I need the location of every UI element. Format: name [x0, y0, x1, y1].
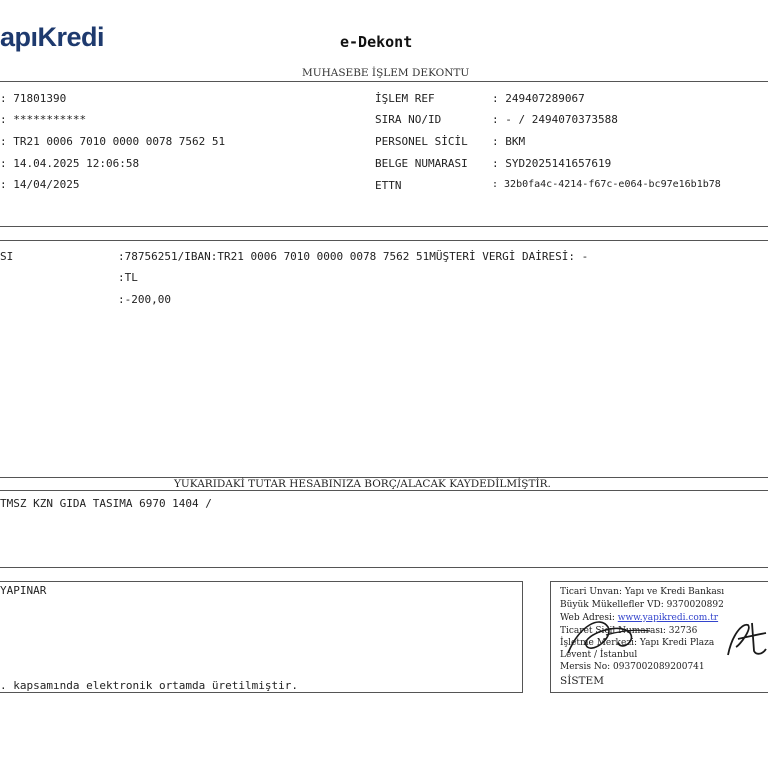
web-label: Web Adresi: [560, 613, 618, 623]
field-value-datetime: : 14.04.2025 12:06:58 [0, 157, 140, 170]
transaction-description: TMSZ KZN GIDA TASIMA 6970 1404 / [0, 497, 212, 510]
bank-info-trade-name: Ticari Unvan: Yapı ve Kredi Bankası [560, 587, 725, 597]
transaction-detail-box [0, 240, 768, 478]
value-ettn: : 32b0fa4c-4214-f67c-e064-bc97e16b1b78 [492, 179, 721, 190]
detail-label-fragment: SI [0, 250, 14, 263]
bank-logo: apıKredi [0, 22, 105, 52]
detail-amount-line: :-200,00 [118, 293, 171, 306]
bank-info-mersis: Mersis No: 0937002089200741 [560, 662, 705, 672]
field-value-masked: : *********** [0, 113, 87, 126]
value-sira-no: : - / 2494070373588 [492, 113, 618, 126]
label-islem-ref: İŞLEM REF [375, 92, 435, 105]
bank-info-trade-registry: Ticaret Sicil Numarası: 32736 [560, 626, 698, 636]
detail-account-line: :78756251/IBAN:TR21 0006 7010 0000 0078 7562 51MÜŞTERİ VERGİ DAİRESİ: - [118, 250, 589, 263]
document-subtitle: MUHASEBE İŞLEM DEKONTU [302, 67, 470, 79]
label-ettn: ETTN [375, 179, 402, 192]
label-personel-sicil: PERSONEL SİCİL [375, 135, 468, 148]
field-value-customer-no: : 71801390 [0, 92, 67, 105]
bank-info-tax-office: Büyük Mükellefler VD: 9370020892 [560, 600, 724, 610]
bank-info-system: SİSTEM [560, 675, 604, 687]
value-personel-sicil: : BKM [492, 135, 526, 148]
detail-currency-line: :TL [118, 271, 138, 284]
bank-info-web [560, 613, 718, 623]
value-islem-ref: : 249407289067 [492, 92, 585, 105]
posting-notice: YUKARIDAKİ TUTAR HESABINIZA BORÇ/ALACAK KAYDEDİLMİŞTİR. [174, 478, 551, 490]
value-belge-numarasi: : SYD2025141657619 [492, 157, 612, 170]
field-value-iban: : TR21 0006 7010 0000 0078 7562 51 [0, 135, 226, 148]
bank-info-headquarters: İşletme Merkezi: Yapı Kredi Plaza [560, 638, 715, 648]
footer-legal-text: . kapsamında elektronik ortamda üretilmiştir. [0, 679, 299, 692]
footer-name-fragment: YAPINAR [0, 584, 47, 597]
label-belge-numarasi: BELGE NUMARASI [375, 157, 468, 170]
bank-website-link[interactable]: www.yapikredi.com.tr [617, 613, 719, 623]
field-value-date: : 14/04/2025 [0, 178, 80, 191]
footer-left-box [0, 581, 523, 693]
page-title: e-Dekont [340, 33, 413, 51]
bank-info-location: Levent / İstanbul [560, 650, 638, 660]
label-sira-no: SIRA NO/ID [375, 113, 442, 126]
